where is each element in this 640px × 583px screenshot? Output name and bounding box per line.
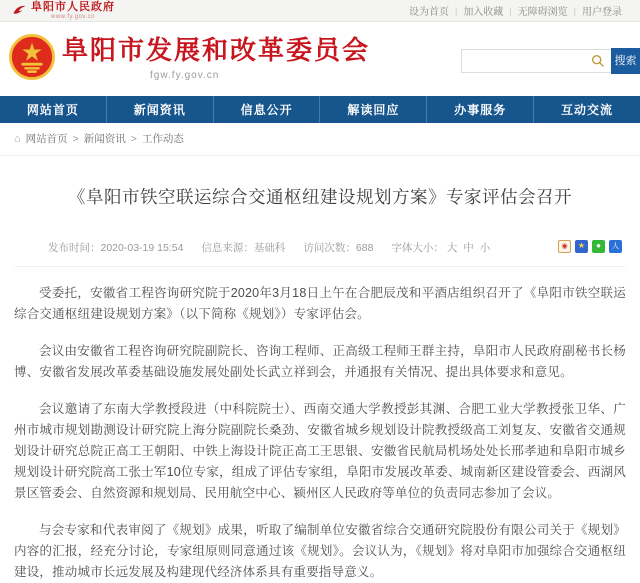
set-homepage-link[interactable]: 设为首页 bbox=[408, 7, 449, 18]
breadcrumb-home[interactable]: 网站首页 bbox=[25, 133, 68, 145]
wechat-share-icon[interactable]: ● bbox=[592, 240, 605, 253]
article-meta bbox=[14, 240, 626, 256]
nav-item-news[interactable]: 新闻资讯 bbox=[106, 96, 213, 123]
qq-share-icon[interactable]: 人 bbox=[609, 240, 622, 253]
article-title: 《阜阳市铁空联运综合交通枢纽建设规划方案》专家评估会召开 bbox=[68, 187, 572, 207]
share-bar bbox=[558, 240, 622, 253]
site-header bbox=[0, 22, 640, 96]
qzone-share-icon[interactable]: ★ bbox=[575, 240, 588, 253]
gov-portal-url: www.fy.gov.cn bbox=[51, 13, 95, 20]
add-favorite-link[interactable]: 加入收藏 bbox=[463, 7, 504, 18]
user-login-link[interactable]: 用户登录 bbox=[582, 7, 622, 18]
breadcrumb-news[interactable]: 新闻资讯 bbox=[83, 133, 126, 145]
paragraph: 受委托，安徽省工程咨询研究院于2020年3月18日上午在合肥辰茂和平酒店组织召开了《阜阳市铁空联运综合交通枢纽建设规划方案》（以下简称《规划》）专家评估会。 bbox=[14, 285, 626, 321]
search-input[interactable] bbox=[461, 49, 611, 73]
top-utility-bar bbox=[0, 0, 640, 22]
site-title: 阜阳市发展和改革委员会 bbox=[62, 36, 371, 65]
search-icon bbox=[591, 54, 605, 73]
gov-portal-logo[interactable] bbox=[12, 2, 115, 20]
link-separator: | bbox=[509, 5, 512, 16]
home-icon: ⌂ bbox=[14, 132, 21, 145]
paragraph: 会议由安徽省工程咨询研究院副院长、咨询工程师、正高级工程师王群主持，阜阳市人民政府副秘书长杨博、安徽省发展改革委基础设施发展处副处长武立祥到会，并通报有关情况、提出具体要求和意见。 bbox=[14, 343, 626, 379]
breadcrumb-work-dynamics[interactable]: 工作动态 bbox=[141, 133, 184, 145]
link-separator: | bbox=[573, 5, 576, 16]
main-nav bbox=[0, 96, 640, 123]
font-size-small[interactable]: 小 bbox=[479, 242, 491, 255]
site-domain: fgw.fy.gov.cn bbox=[150, 70, 220, 81]
top-links bbox=[403, 3, 628, 18]
gov-portal-name: 阜阳市人民政府 bbox=[31, 0, 115, 13]
article-body bbox=[14, 283, 626, 583]
search-button[interactable]: 搜索 bbox=[611, 48, 640, 74]
breadcrumb bbox=[0, 123, 640, 156]
nav-item-home[interactable]: 网站首页 bbox=[26, 103, 79, 117]
link-separator: | bbox=[454, 5, 458, 16]
paragraph: 会议邀请了东南大学教授段进（中科院院士）、西南交通大学教授彭其渊、合肥工业大学教授张卫华、广州市城市规划勘测设计研究院上海分院副院长桑劲、安徽省城乡规划设计院教授级高工刘复友、安徽省交通规划设计研究总院正高工王朝阳、中铁上海设计院正高工王思银、安徽省民航局机场处处长邢孝迪和阜阳市城乡规划设计研究院高工张士军10位专家，组成了评估专家组，阜阳市发展改革委、城南新区建设管委会、西湖风景区管委会、自然资源和规划局、民用航空中心、颍州区人民政府等单位的负责同志参加了会议。 bbox=[14, 401, 626, 500]
paragraph: 与会专家和代表审阅了《规划》成果，听取了编制单位安徽省综合交通研究院股份有限公司关于《规划》内容的汇报，经充分讨论，专家组原则同意通过该《规划》。会议认为，《规划》将对阜阳市加强综合交通枢纽建设，推动城市长远发展及构建现代经济体系具有重要指导意义。 bbox=[14, 522, 626, 579]
font-size-medium[interactable]: 中 bbox=[463, 242, 474, 255]
breadcrumb-separator: > bbox=[72, 132, 79, 145]
publish-time: 发布时间：2020-03-19 15:54 bbox=[48, 242, 184, 255]
accessibility-link[interactable]: 无障碍浏览 bbox=[517, 7, 568, 18]
font-size-label: 字体大小： bbox=[391, 242, 444, 255]
nav-item-interaction[interactable]: 互动交流 bbox=[533, 96, 640, 123]
weibo-share-icon[interactable]: ◉ bbox=[558, 240, 571, 253]
info-source: 信息来源：基础科 bbox=[201, 242, 286, 255]
font-size-large[interactable]: 大 bbox=[446, 242, 458, 255]
view-count: 访问次数：688 bbox=[303, 242, 374, 255]
meta-divider bbox=[14, 266, 626, 267]
gov-emblem-icon bbox=[12, 3, 27, 18]
nav-item-info-disclosure[interactable]: 信息公开 bbox=[213, 96, 320, 123]
breadcrumb-separator: > bbox=[130, 132, 137, 145]
site-search bbox=[461, 48, 640, 74]
nav-item-interpretation[interactable]: 解读回应 bbox=[319, 96, 426, 123]
national-emblem-icon bbox=[9, 34, 55, 85]
article bbox=[0, 186, 640, 583]
font-size-control bbox=[391, 240, 493, 255]
nav-item-services[interactable]: 办事服务 bbox=[426, 96, 533, 123]
